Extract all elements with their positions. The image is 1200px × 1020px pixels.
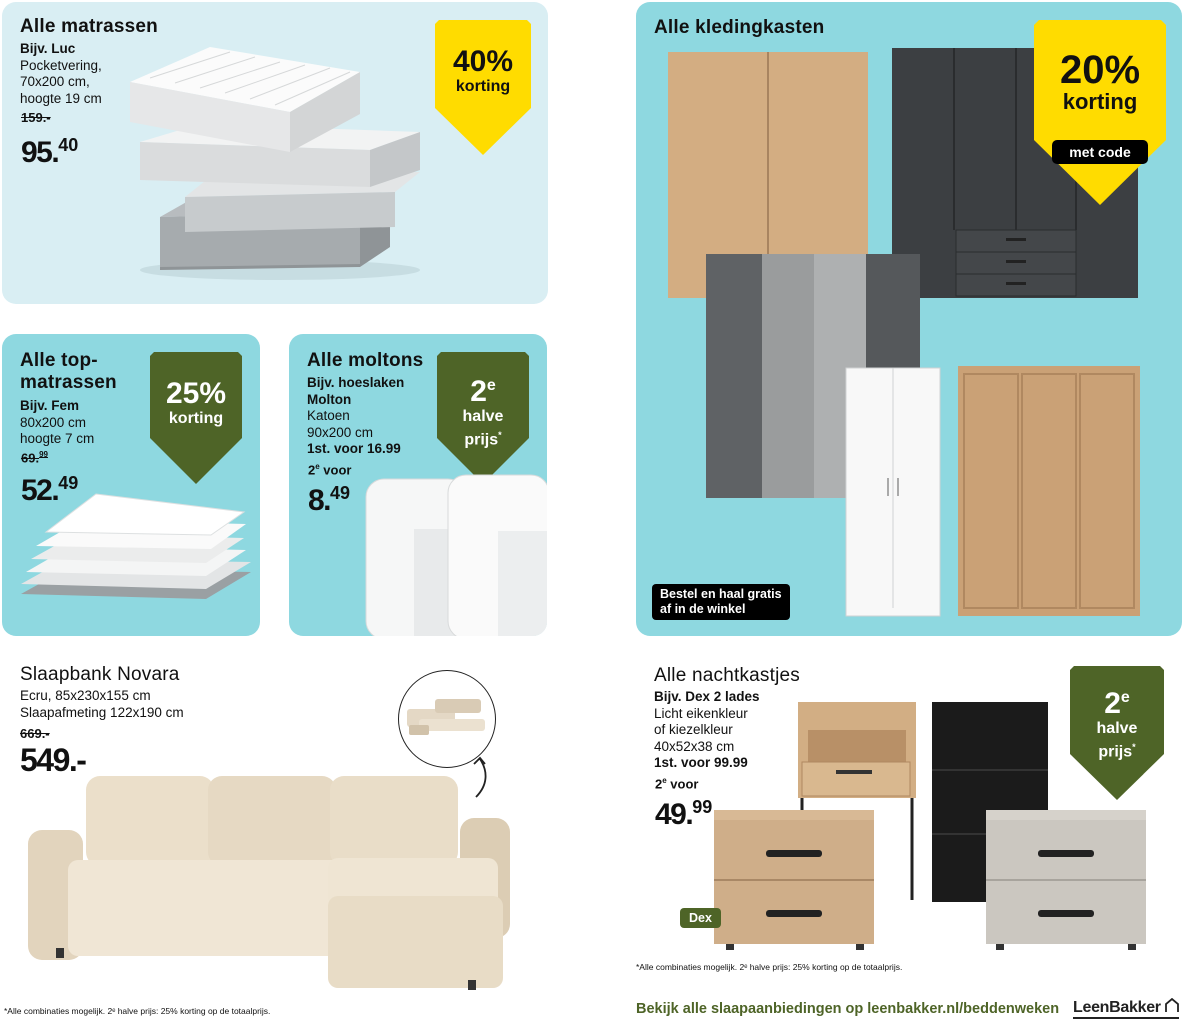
kledingkasten-badge-percent: 20% bbox=[1059, 48, 1141, 92]
kledingkasten-discount-badge bbox=[1034, 20, 1166, 205]
moltons-second-sup: e bbox=[315, 462, 320, 471]
nachtkastjes-badge-num-digit: 2 bbox=[1104, 687, 1121, 720]
topmatrassen-price-main: 52. bbox=[21, 474, 59, 507]
slaapbank-section[interactable] bbox=[0, 650, 560, 1000]
nachtkastjes-badge-sup: e bbox=[1120, 689, 1130, 706]
nachtkastjes-badge-line-2 bbox=[1070, 738, 1164, 761]
mattress-stack-image bbox=[130, 32, 430, 282]
moltons-line-4: 90x200 cm bbox=[307, 424, 374, 440]
topmatrassen-price-cents: 49 bbox=[58, 473, 79, 493]
dex-tag: Dex bbox=[680, 908, 721, 928]
pickup-tag-line-2: af in de winkel bbox=[660, 602, 746, 616]
sleeper-mode-inset bbox=[398, 670, 496, 768]
slaapbank-title: Slaapbank Novara bbox=[20, 664, 180, 685]
topmatrassen-description bbox=[20, 398, 94, 448]
moltons-price-main: 8. bbox=[308, 484, 331, 517]
nachtkastjes-footnote: *Alle combinaties mogelijk. 2ᵉ halve prijs: 25% korting op de totaalprijs. bbox=[636, 962, 903, 972]
nachtkastjes-badge-num bbox=[1070, 682, 1164, 720]
topper-stack-image bbox=[16, 484, 256, 614]
nachtkastjes-price bbox=[655, 792, 712, 830]
matrassen-line-3: 70x200 cm, bbox=[20, 74, 90, 89]
moltons-badge-star: * bbox=[498, 430, 502, 440]
kledingkasten-panel[interactable] bbox=[636, 2, 1182, 636]
moltons-line-1: Bijv. hoeslaken bbox=[307, 375, 405, 390]
nachtkastjes-title: Alle nachtkastjes bbox=[654, 665, 800, 686]
topmatrassen-panel[interactable] bbox=[2, 334, 260, 636]
topmatrassen-badge-label: korting bbox=[168, 410, 224, 427]
matrassen-price-cents: 40 bbox=[58, 135, 79, 155]
nachtkastjes-second-sup: e bbox=[662, 776, 667, 785]
matrassen-panel[interactable] bbox=[2, 2, 548, 304]
matrassen-old-price: 159.- bbox=[21, 110, 51, 125]
logo-text: LeenBakker bbox=[1073, 999, 1161, 1016]
slaapbank-description bbox=[20, 688, 184, 721]
leenbakker-logo[interactable] bbox=[1073, 998, 1179, 1019]
topmatrassen-discount-badge bbox=[150, 352, 242, 484]
matrassen-price bbox=[21, 130, 78, 168]
topmatrassen-line-3: hoogte 7 cm bbox=[20, 431, 95, 446]
nachtkastjes-badge-line-2-text: prijs bbox=[1098, 743, 1133, 761]
matrassen-price-main: 95. bbox=[21, 136, 59, 169]
kledingkasten-badge-label: korting bbox=[1062, 89, 1138, 114]
nachtkastjes-price-main: 49. bbox=[655, 798, 693, 831]
matrassen-badge-percent: 40% bbox=[452, 45, 514, 78]
nachtkastjes-section[interactable] bbox=[636, 650, 1182, 990]
footer-cta-link[interactable]: Bekijk alle slaapaanbiedingen op leenbakker.nl/beddenweken bbox=[636, 1001, 1060, 1017]
slaapbank-line-2: Slaapafmeting 122x190 cm bbox=[20, 704, 184, 720]
kledingkasten-pickup-tag bbox=[652, 584, 790, 620]
moltons-title: Alle moltons bbox=[307, 350, 424, 371]
topmatrassen-title-line-1: Alle top- bbox=[20, 350, 98, 371]
nachtkastjes-price-cents: 99 bbox=[692, 797, 713, 817]
moltons-badge-line-2 bbox=[437, 426, 529, 449]
kledingkasten-title: Alle kledingkasten bbox=[654, 17, 825, 38]
matrassen-title: Alle matrassen bbox=[20, 16, 158, 37]
nachtkastjes-second-label bbox=[655, 776, 698, 791]
matrassen-description bbox=[20, 41, 102, 107]
pickup-tag-line-1: Bestel en haal gratis bbox=[660, 587, 782, 601]
matrassen-line-1: Bijv. Luc bbox=[20, 41, 76, 56]
moltons-first-price: 1st. voor 16.99 bbox=[307, 441, 401, 456]
topmatrassen-old-price-cents: 99 bbox=[39, 450, 48, 459]
nachtkastjes-badge-star: * bbox=[1132, 742, 1136, 752]
moltons-second-rest: voor bbox=[319, 462, 352, 478]
nachtkastjes-first-price: 1st. voor 99.99 bbox=[654, 755, 748, 770]
footer-left-note: *Alle combinaties mogelijk. 2ᵉ halve prijs: 25% korting op de totaalprijs. bbox=[4, 1006, 271, 1016]
nachtkastjes-line-4: 40x52x38 cm bbox=[654, 738, 735, 754]
moltons-price bbox=[308, 478, 350, 516]
kledingkasten-code-label: met code bbox=[1052, 140, 1148, 164]
slaapbank-old-price: 669.- bbox=[20, 726, 50, 741]
topmatrassen-badge-percent: 25% bbox=[165, 377, 227, 410]
nachtkastjes-badge-line-1: halve bbox=[1096, 720, 1138, 737]
topmatrassen-line-1: Bijv. Fem bbox=[20, 398, 80, 413]
topmatrassen-title-line-2: matrassen bbox=[20, 372, 117, 393]
nachtkastjes-line-1: Bijv. Dex 2 lades bbox=[654, 689, 760, 704]
moltons-badge-sup: e bbox=[486, 377, 496, 394]
nachtkastjes-second-num: 2 bbox=[655, 776, 663, 792]
nachtkastjes-line-2: Licht eikenkleur bbox=[654, 705, 748, 721]
moltons-badge-line-1: halve bbox=[462, 408, 504, 425]
slaapbank-line-1: Ecru, 85x230x155 cm bbox=[20, 688, 151, 703]
moltons-badge-num-digit: 2 bbox=[470, 375, 487, 408]
matrassen-badge-label: korting bbox=[455, 78, 511, 95]
moltons-badge-line-2-text: prijs bbox=[464, 431, 499, 449]
matrassen-line-4: hoogte 19 cm bbox=[20, 90, 102, 106]
moltons-line-2: Molton bbox=[307, 391, 352, 407]
topmatrassen-title bbox=[20, 350, 117, 394]
moltons-second-num: 2 bbox=[308, 462, 316, 478]
matrassen-discount-badge bbox=[435, 20, 531, 155]
moltons-price-cents: 49 bbox=[330, 483, 351, 503]
moltons-halve-prijs-badge bbox=[437, 352, 529, 484]
moltons-line-3: Katoen bbox=[307, 408, 350, 423]
topmatrassen-old-price-main: 69. bbox=[21, 450, 40, 466]
moltons-badge-num bbox=[437, 370, 529, 408]
topmatrassen-line-2: 80x200 cm bbox=[20, 414, 87, 430]
moltons-second-label bbox=[308, 462, 351, 477]
slaapbank-price: 549.- bbox=[20, 742, 86, 778]
moltons-panel[interactable] bbox=[289, 334, 547, 636]
corner-sofa-image bbox=[28, 768, 518, 993]
nachtkastjes-line-3: of kiezelkleur bbox=[654, 722, 733, 737]
house-logo-icon bbox=[1165, 998, 1179, 1013]
fitted-sheets-image bbox=[364, 469, 547, 636]
nachtkastjes-second-rest: voor bbox=[666, 776, 699, 792]
moltons-description bbox=[307, 375, 404, 458]
topmatrassen-old-price bbox=[21, 450, 48, 465]
nachtkastjes-halve-prijs-badge bbox=[1070, 666, 1164, 800]
matrassen-line-2: Pocketvering, bbox=[20, 57, 102, 73]
